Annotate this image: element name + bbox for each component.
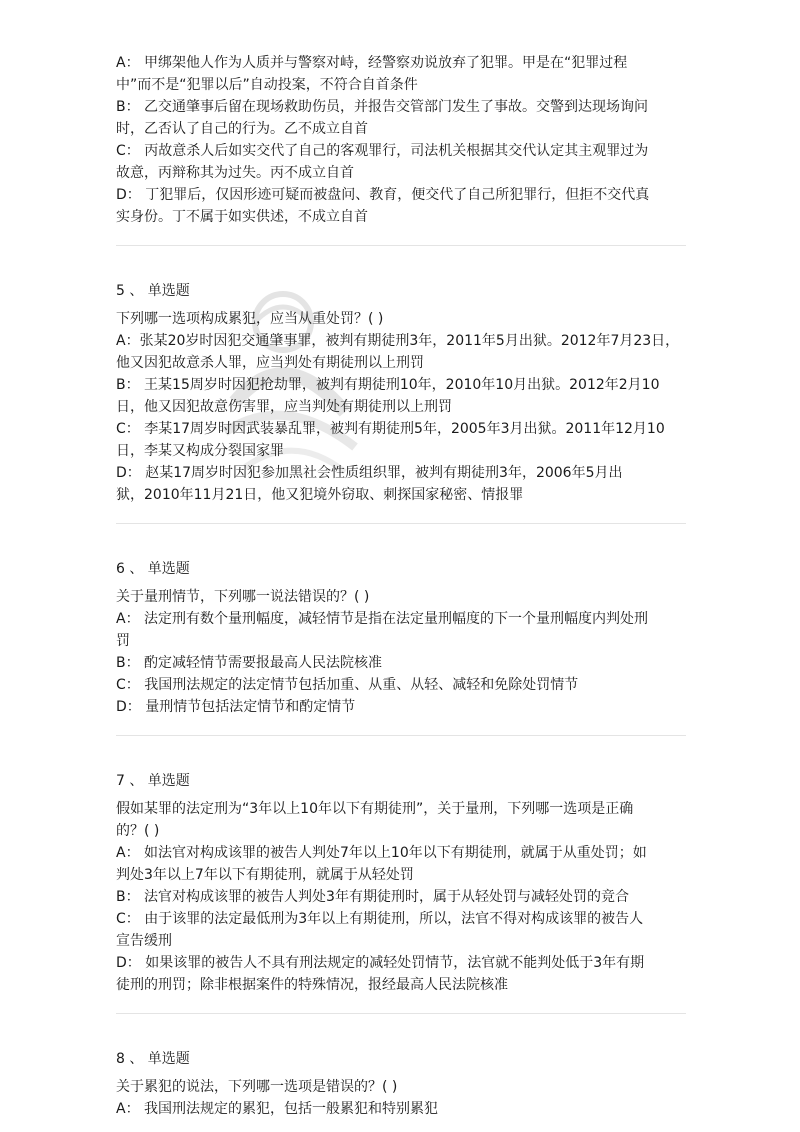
option-line: 徒刑的刑罚；除非根据案件的特殊情况，报经最高人民法院核准 xyxy=(116,977,508,993)
question-stem: 关于累犯的说法，下列哪一选项是错误的？( ) xyxy=(116,1079,398,1095)
option-line: 狱，2010年11月21日，他又犯境外窃取、刺探国家秘密、情报罪 xyxy=(116,487,524,503)
option-line: D： 如果该罪的被告人不具有刑法规定的减轻处罚情节，法官就不能判处低于3年有期 xyxy=(116,955,645,971)
option-line: 他又因犯故意杀人罪，应当判处有期徒刑以上刑罚 xyxy=(116,355,424,371)
option-line: 中”而不是“犯罪以后”自动投案，不符合自首条件 xyxy=(116,77,418,93)
option-line: A： 如法官对构成该罪的被告人判处7年以上10年以下有期徒刑，就属于从重处罚；如 xyxy=(116,845,647,861)
option-line: A： 我国刑法规定的累犯，包括一般累犯和特别累犯 xyxy=(116,1101,439,1117)
question-header: 6 、 单选题 xyxy=(116,561,190,577)
option-line: C： 由于该罪的法定最低刑为3年以上有期徒刑，所以，法官不得对构成该罪的被告人 xyxy=(116,911,644,927)
option-line: B： 酌定减轻情节需要报最高人民法院核准 xyxy=(116,655,383,671)
option-line: 宣告缓刑 xyxy=(116,933,172,949)
question-stem: 假如某罪的法定刑为“3年以上10年以下有期徒刑”，关于量刑，下列哪一选项是正确 xyxy=(116,801,634,817)
question-5 xyxy=(116,280,686,506)
option-line: D： 丁犯罪后，仅因形迹可疑而被盘问、教育，便交代了自己所犯罪行，但拒不交代真 xyxy=(116,187,650,203)
option-line: D： 赵某17周岁时因犯参加黑社会性质组织罪，被判有期徒刑3年，2006年5月出 xyxy=(116,465,623,481)
option-line: 罚 xyxy=(116,633,130,649)
question-7 xyxy=(116,770,686,996)
option-line: 日，他又因犯故意伤害罪，应当判处有期徒刑以上刑罚 xyxy=(116,399,452,415)
question-6 xyxy=(116,558,686,718)
option-line: 日，李某又构成分裂国家罪 xyxy=(116,443,284,459)
option-line: C： 李某17周岁时因武装暴乱罪，被判有期徒刑5年，2005年3月出狱。2011年12月10 xyxy=(116,421,665,437)
option-line: B： 法官对构成该罪的被告人判处3年有期徒刑时，属于从轻处罚与减轻处罚的竞合 xyxy=(116,889,629,905)
option-line: A：张某20岁时因犯交通肇事罪，被判有期徒刑3年，2011年5月出狱。2012年7月23日， xyxy=(116,333,680,349)
option-line: 判处3年以上7年以下有期徒刑，就属于从轻处罚 xyxy=(116,867,414,883)
option-line: B： 乙交通肇事后留在现场救助伤员，并报告交管部门发生了事故。交警到达现场询问 xyxy=(116,99,649,115)
question-stem: 的？( ) xyxy=(116,823,160,839)
option-line: D： 量刑情节包括法定情节和酌定情节 xyxy=(116,699,356,715)
option-line: 故意，丙辩称其为过失。丙不成立自首 xyxy=(116,165,354,181)
question-stem: 关于量刑情节，下列哪一说法错误的？( ) xyxy=(116,589,370,605)
option-line: 实身份。丁不属于如实供述，不成立自首 xyxy=(116,209,368,225)
question-header: 5 、 单选题 xyxy=(116,283,190,299)
option-line: C： 我国刑法规定的法定情节包括加重、从重、从轻、减轻和免除处罚情节 xyxy=(116,677,579,693)
option-line: C： 丙故意杀人后如实交代了自己的客观罪行，司法机关根据其交代认定其主观罪过为 xyxy=(116,143,649,159)
option-line: A： 甲绑架他人作为人质并与警察对峙，经警察劝说放弃了犯罪。甲是在“犯罪过程 xyxy=(116,55,628,71)
question-8 xyxy=(116,1048,686,1120)
option-line: A： 法定刑有数个量刑幅度，减轻情节是指在法定量刑幅度的下一个量刑幅度内判处刑 xyxy=(116,611,649,627)
document-page xyxy=(116,52,686,1120)
option-line: 时，乙否认了自己的行为。乙不成立自首 xyxy=(116,121,368,137)
question-header: 8 、 单选题 xyxy=(116,1051,190,1067)
question-options-prev xyxy=(116,52,686,228)
question-header: 7 、 单选题 xyxy=(116,773,190,789)
question-stem: 下列哪一选项构成累犯，应当从重处罚？( ) xyxy=(116,311,384,327)
option-line: B： 王某15周岁时因犯抢劫罪，被判有期徒刑10年，2010年10月出狱。2012年2月10 xyxy=(116,377,660,393)
